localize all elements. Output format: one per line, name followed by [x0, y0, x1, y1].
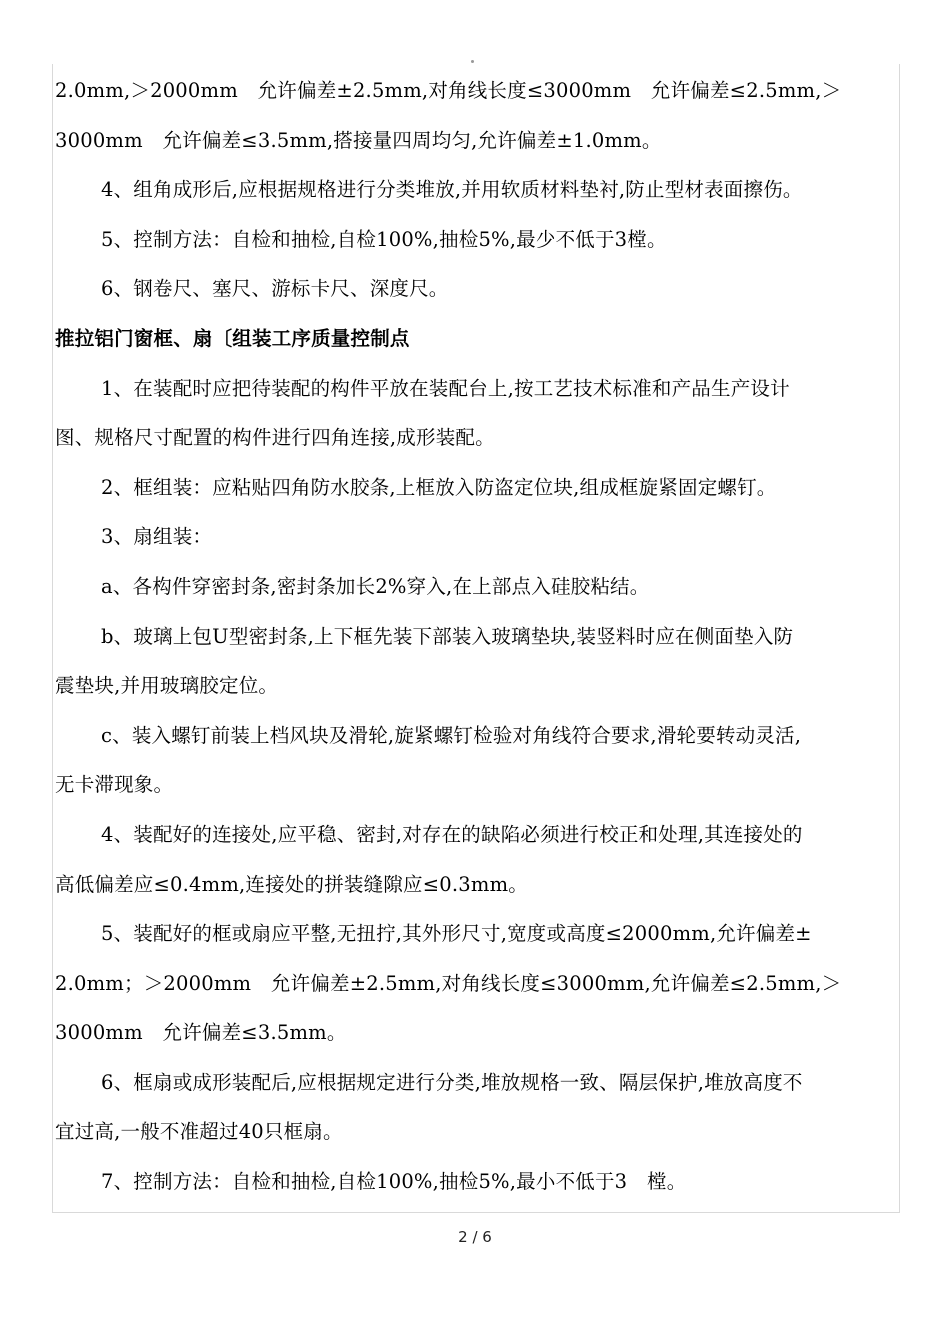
text-line: 2.0mm；＞2000mm 允许偏差±2.5mm,对角线长度≤3000mm,允许偏差≤2.5mm,＞ [55, 971, 842, 995]
top-dot-mark [471, 60, 474, 63]
text-line: 5、装配好的框或扇应平整,无扭拧,其外形尺寸,宽度或高度≤2000mm,允许偏差± [101, 922, 812, 946]
text-line: 2、框组装：应粘贴四角防水胶条,上框放入防盗定位块,组成框旋紧固定螺钉。 [101, 475, 777, 499]
text-line: c、装入螺钉前装上档风块及滑轮,旋紧螺钉检验对角线符合要求,滑轮要转动灵活, [101, 723, 802, 747]
text-line: 7、控制方法：自检和抽检,自检100%,抽检5%,最小不低于3 樘。 [101, 1170, 687, 1194]
text-line: 宜过高,一般不准超过40只框扇。 [55, 1120, 343, 1144]
text-line: 无卡滞现象。 [55, 773, 174, 797]
section-heading: 推拉铝门窗框、扇〔组装工序质量控制点 [55, 326, 410, 350]
text-line: 高低偏差应≤0.4mm,连接处的拼装缝隙应≤0.3mm。 [55, 872, 528, 896]
text-line: 4、组角成形后,应根据规格进行分类堆放,并用软质材料垫衬,防止型材表面擦伤。 [101, 178, 803, 202]
page-number: 2 / 6 [458, 1228, 492, 1246]
text-line: 6、钢卷尺、塞尺、游标卡尺、深度尺。 [101, 277, 449, 301]
text-line: 6、框扇或成形装配后,应根据规定进行分类,堆放规格一致、隔层保护,堆放高度不 [101, 1070, 803, 1094]
text-line: 图、规格尺寸配置的构件进行四角连接,成形装配。 [55, 426, 495, 450]
text-line: 5、控制方法：自检和抽检,自检100%,抽检5%,最少不低于3樘。 [101, 227, 667, 251]
text-line: 震垫块,并用玻璃胶定位。 [55, 674, 279, 698]
text-line: 3000mm 允许偏差≤3.5mm。 [55, 1021, 347, 1045]
text-line: a、各构件穿密封条,密封条加长2%穿入,在上部点入硅胶粘结。 [101, 574, 650, 598]
text-line: 3000mm 允许偏差≤3.5mm,搭接量四周均匀,允许偏差±1.0mm。 [55, 128, 662, 152]
text-line: 2.0mm,＞2000mm 允许偏差±2.5mm,对角线长度≤3000mm 允许偏差≤2.5mm,＞ [55, 79, 842, 102]
text-line: b、玻璃上包U型密封条,上下框先装下部装入玻璃垫块,装竖料时应在侧面垫入防 [101, 624, 794, 648]
text-line: 3、扇组装： [101, 525, 213, 549]
text-line: 1、在装配时应把待装配的构件平放在装配台上,按工艺技术标准和产品生产设计 [101, 376, 790, 400]
text-line: 4、装配好的连接处,应平稳、密封,对存在的缺陷必须进行校正和处理,其连接处的 [101, 822, 803, 846]
document-body [55, 66, 895, 1207]
